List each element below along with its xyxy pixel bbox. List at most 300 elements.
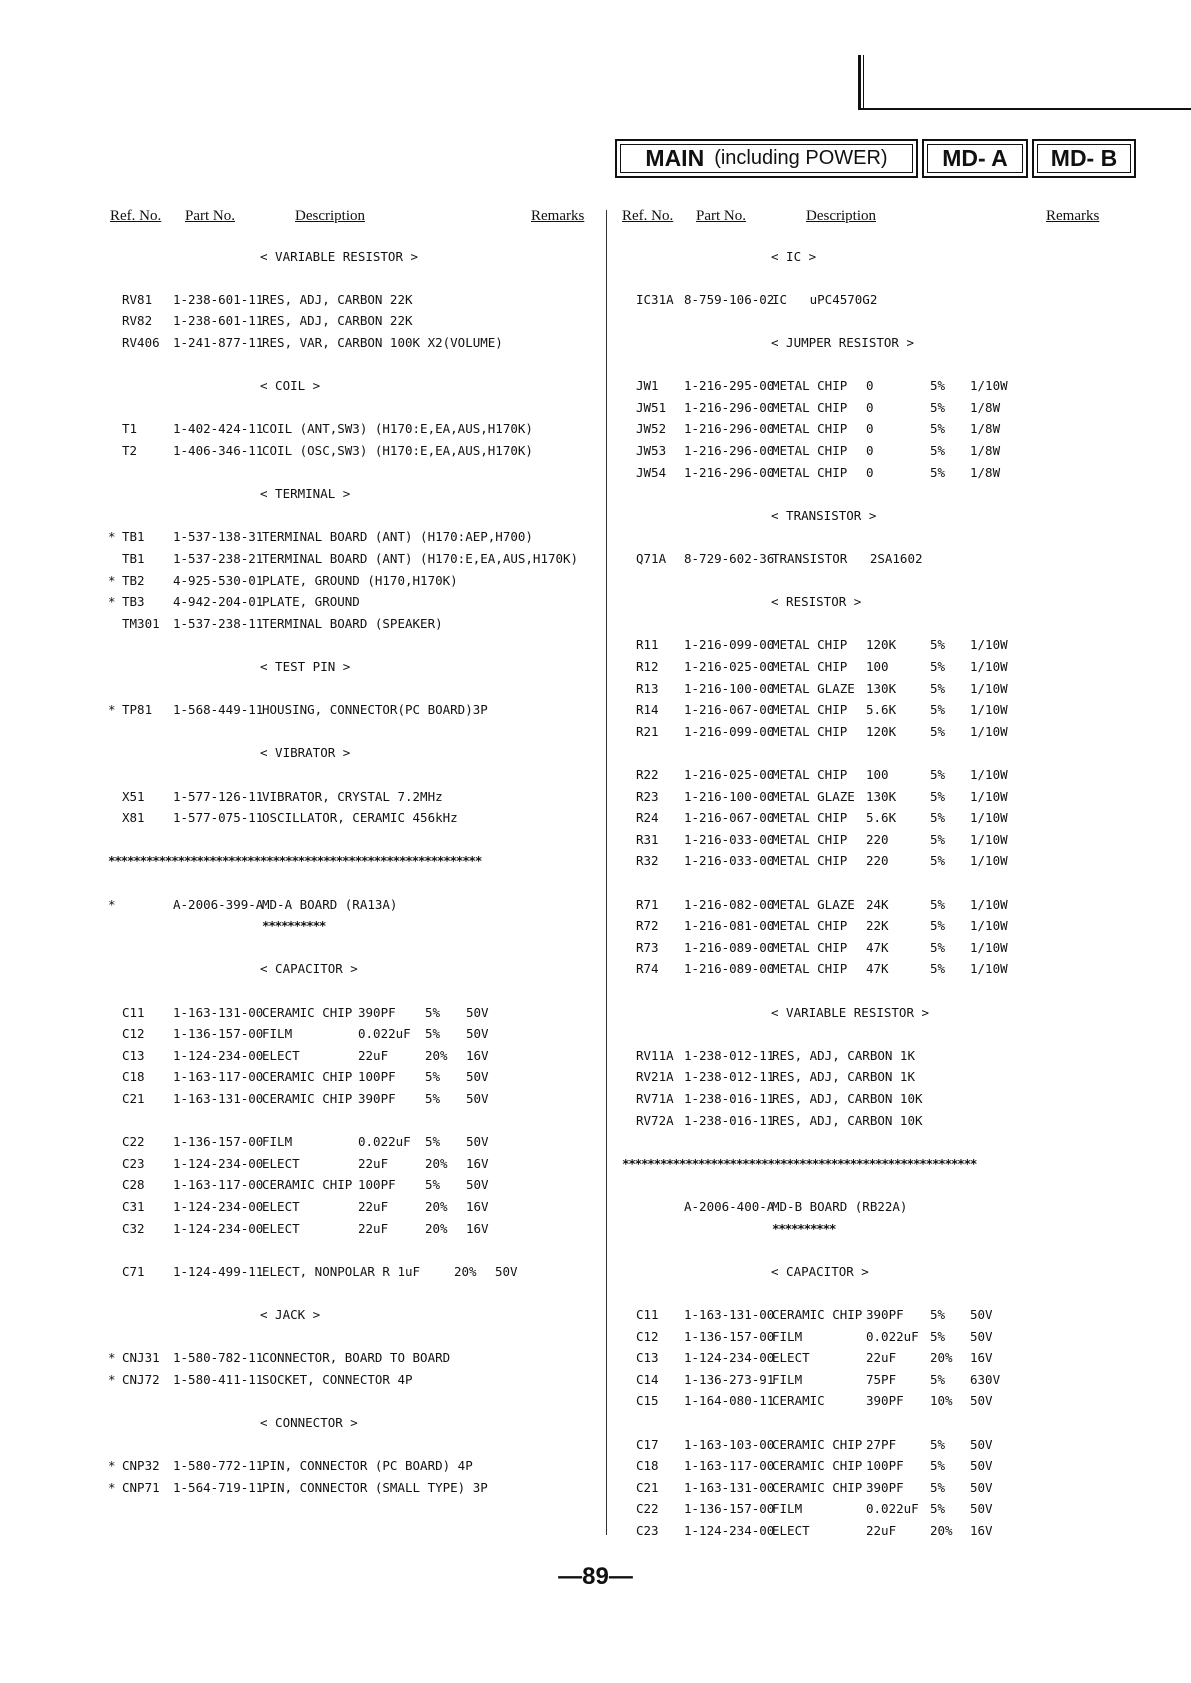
description: METAL CHIP — [772, 767, 848, 782]
mdb-board-header — [1032, 139, 1136, 178]
ref-no: C13 — [122, 1047, 145, 1063]
ref-no: Q71A — [636, 551, 667, 566]
part-no: 1-537-238-21 — [173, 551, 264, 566]
ref-no: T1 — [122, 421, 138, 437]
value: 390PF — [358, 1091, 396, 1106]
part-no: 1-163-131-00 — [173, 1004, 264, 1020]
rating: 1/10W — [970, 702, 1008, 718]
tolerance: 5% — [425, 1069, 441, 1085]
tolerance: 5% — [930, 1436, 946, 1452]
rating: 50V — [970, 1393, 993, 1409]
ref-no: R31 — [636, 831, 659, 847]
part-row — [0, 764, 1191, 786]
ref-no: CNJ31 — [122, 1350, 160, 1366]
part-no: 1-577-126-11 — [173, 788, 264, 804]
part-row — [0, 418, 1191, 440]
tolerance: 5% — [425, 1091, 441, 1106]
part-no: 1-216-067-00 — [684, 702, 775, 718]
ref-no: R14 — [636, 702, 659, 718]
ref-no: C28 — [122, 1177, 145, 1193]
part-no: 1-564-719-11 — [173, 1479, 264, 1495]
value: 100 — [866, 659, 889, 674]
rating: 1/10W — [970, 680, 1008, 696]
rating: 16V — [466, 1220, 489, 1236]
ref-no: R22 — [636, 767, 659, 782]
section-heading: < TRANSISTOR > — [771, 507, 877, 523]
rating: 50V — [466, 1026, 489, 1042]
description: METAL CHIP — [772, 464, 848, 480]
description: METAL CHIP — [772, 939, 848, 955]
ref-no: C17 — [636, 1436, 659, 1452]
rating: 16V — [970, 1523, 993, 1538]
description: METAL CHIP — [772, 961, 848, 977]
section-heading: < COIL > — [260, 378, 321, 394]
description: OSCILLATOR, CERAMIC 456kHz — [262, 810, 458, 826]
rating: 1/10W — [970, 788, 1008, 804]
part-row — [0, 894, 1191, 916]
part-no: 1-216-100-00 — [684, 680, 775, 696]
part-no: 1-216-099-00 — [684, 723, 775, 739]
part-no: 1-136-157-00 — [684, 1501, 775, 1517]
value: 0.022uF — [866, 1328, 919, 1344]
ref-no: C15 — [636, 1393, 659, 1409]
description: METAL CHIP — [772, 810, 848, 826]
value: 220 — [866, 853, 889, 869]
description: METAL CHIP — [772, 702, 848, 718]
value: 100 — [866, 767, 889, 782]
part-no: 1-216-033-00 — [684, 853, 775, 869]
main-title: MAIN — [645, 145, 705, 171]
value: 130K — [866, 680, 897, 696]
section-heading: < VARIABLE RESISTOR > — [771, 1004, 930, 1020]
part-row — [0, 634, 1191, 656]
part-no: 1-124-234-00 — [173, 1199, 264, 1214]
description: PIN, CONNECTOR (SMALL TYPE) 3P — [262, 1479, 488, 1495]
description: IC uPC4570G2 — [772, 291, 878, 307]
part-no: 1-216-296-00 — [684, 464, 775, 480]
part-row — [0, 850, 1191, 872]
part-no: 1-238-016-11 — [684, 1112, 775, 1128]
value: 130K — [866, 788, 897, 804]
value: 100PF — [866, 1458, 904, 1474]
mdb-title: MD- B — [1050, 145, 1118, 171]
value: 220 — [866, 831, 889, 847]
part-no: 1-216-100-00 — [684, 788, 775, 804]
tolerance: 20% — [425, 1199, 448, 1214]
description: ELECT — [262, 1047, 300, 1063]
changed-part-mark: * — [108, 702, 116, 718]
part-no: 1-580-782-11 — [173, 1350, 264, 1366]
description: PLATE, GROUND — [262, 594, 360, 610]
tolerance: 5% — [930, 1479, 946, 1495]
part-no: 8-759-106-02 — [684, 291, 775, 307]
description: METAL CHIP — [772, 723, 848, 739]
left-remarks-header: Remarks — [531, 208, 585, 224]
part-no: 1-238-012-11 — [684, 1069, 775, 1085]
ref-no: C22 — [122, 1134, 145, 1150]
part-row — [0, 829, 1191, 851]
part-row — [0, 915, 1191, 937]
description: RES, ADJ, CARBON 22K — [262, 313, 413, 329]
tolerance: 5% — [930, 1371, 946, 1387]
description: ELECT — [262, 1155, 300, 1171]
changed-part-mark: * — [108, 1458, 116, 1474]
value: 5.6K — [866, 810, 897, 826]
section-heading: < CAPACITOR > — [771, 1263, 869, 1279]
rating: 1/10W — [970, 810, 1008, 826]
section-heading: < TERMINAL > — [260, 486, 351, 502]
ref-no: C23 — [122, 1155, 145, 1171]
right-remarks-header: Remarks — [1046, 208, 1100, 224]
part-row — [0, 1347, 1191, 1369]
part-no: 1-580-411-11 — [173, 1371, 264, 1387]
separator-stars: ********** — [772, 1220, 836, 1236]
part-no: 1-136-273-91 — [684, 1371, 775, 1387]
part-row — [0, 570, 1191, 592]
right-ref-no-header: Ref. No. — [622, 208, 674, 224]
rating: 1/10W — [970, 637, 1008, 653]
description: METAL CHIP — [772, 853, 848, 869]
ref-no: TP81 — [122, 702, 153, 718]
description: RES, ADJ, CARBON 22K — [262, 291, 413, 307]
ref-no: IC31A — [636, 291, 674, 307]
part-no: 1-238-601-11 — [173, 291, 264, 307]
part-row — [0, 786, 1191, 808]
section-heading: < JUMPER RESISTOR > — [771, 335, 914, 350]
right-description-header: Description — [806, 208, 876, 224]
description: CERAMIC CHIP — [262, 1069, 353, 1085]
part-row — [0, 1174, 1191, 1196]
part-no: 1-163-117-00 — [684, 1458, 775, 1474]
rating: 1/10W — [970, 961, 1008, 977]
tolerance: 20% — [454, 1263, 477, 1279]
tolerance: 5% — [425, 1026, 441, 1042]
part-no: 1-163-131-00 — [684, 1307, 775, 1322]
rating: 1/8W — [970, 464, 1001, 480]
part-no: 1-216-296-00 — [684, 399, 775, 415]
value: 22uF — [358, 1199, 389, 1214]
value: 22uF — [866, 1523, 897, 1538]
part-row — [0, 440, 1191, 462]
rating: 50V — [970, 1307, 993, 1322]
value: 47K — [866, 961, 889, 977]
ref-no: C18 — [636, 1458, 659, 1474]
right-part-no-header: Part No. — [696, 208, 746, 224]
tolerance: 5% — [930, 464, 946, 480]
description: FILM — [262, 1134, 293, 1150]
part-no: 1-124-499-11 — [173, 1263, 264, 1279]
part-row — [0, 591, 1191, 613]
tolerance: 5% — [930, 788, 946, 804]
ref-no: RV72A — [636, 1112, 674, 1128]
rating: 1/8W — [970, 399, 1001, 415]
part-row — [0, 1045, 1191, 1067]
value: 0 — [866, 464, 874, 480]
part-no: 1-216-025-00 — [684, 659, 775, 674]
ref-no: C14 — [636, 1371, 659, 1387]
tolerance: 5% — [930, 831, 946, 847]
description: COIL (OSC,SW3) (H170:E,EA,AUS,H170K) — [262, 443, 533, 458]
part-no: 8-729-602-36 — [684, 551, 775, 566]
section-heading: < IC > — [771, 248, 817, 264]
tolerance: 20% — [930, 1350, 953, 1366]
value: 47K — [866, 939, 889, 955]
rating: 50V — [466, 1091, 489, 1106]
ref-no: R71 — [636, 896, 659, 912]
rating: 50V — [466, 1004, 489, 1020]
part-row — [0, 332, 1191, 354]
ref-no: C23 — [636, 1523, 659, 1538]
ref-no: X81 — [122, 810, 145, 826]
part-no: 1-124-234-00 — [684, 1523, 775, 1538]
ref-no: RV11A — [636, 1047, 674, 1063]
part-row — [0, 375, 1191, 397]
tolerance: 5% — [930, 767, 946, 782]
part-no: 4-925-530-01 — [173, 572, 264, 588]
description: ELECT, NONPOLAR R 1uF — [262, 1263, 421, 1279]
part-no: 1-216-082-00 — [684, 896, 775, 912]
part-no: 1-216-033-00 — [684, 831, 775, 847]
rating: 1/10W — [970, 918, 1008, 934]
ref-no: TM301 — [122, 615, 160, 631]
description: FILM — [772, 1501, 803, 1517]
description: RES, ADJ, CARBON 10K — [772, 1091, 923, 1106]
part-no: 1-568-449-11 — [173, 702, 264, 718]
part-row — [0, 1390, 1191, 1412]
part-row — [0, 958, 1191, 980]
value: 22uF — [358, 1155, 389, 1171]
ref-no: RV81 — [122, 291, 153, 307]
part-no: 1-577-075-11 — [173, 810, 264, 826]
ref-no: R11 — [636, 637, 659, 653]
changed-part-mark: * — [108, 529, 116, 545]
tolerance: 5% — [930, 421, 946, 437]
rating: 1/10W — [970, 378, 1008, 394]
part-no: 1-124-234-00 — [684, 1350, 775, 1366]
ref-no: TB1 — [122, 529, 145, 545]
part-no: 1-163-117-00 — [173, 1069, 264, 1085]
rating: 50V — [970, 1479, 993, 1495]
ref-no: R12 — [636, 659, 659, 674]
value: 0 — [866, 421, 874, 437]
description: PLATE, GROUND (H170,H170K) — [262, 572, 458, 588]
description: MD-A BOARD (RA13A) — [262, 896, 398, 912]
description: CERAMIC CHIP — [772, 1458, 863, 1474]
part-row — [0, 1196, 1191, 1218]
ref-no: TB1 — [122, 551, 145, 566]
description: CERAMIC CHIP — [772, 1307, 863, 1322]
rating: 50V — [466, 1177, 489, 1193]
tolerance: 20% — [425, 1220, 448, 1236]
changed-part-mark: * — [108, 1479, 116, 1495]
part-row — [0, 1066, 1191, 1088]
tolerance: 5% — [930, 1458, 946, 1474]
corner-mark-vertical-thin — [863, 55, 864, 110]
description: CERAMIC CHIP — [772, 1436, 863, 1452]
part-no: 1-241-877-11 — [173, 335, 264, 350]
description: RES, ADJ, CARBON 10K — [772, 1112, 923, 1128]
part-row — [0, 699, 1191, 721]
ref-no: C21 — [636, 1479, 659, 1495]
value: 120K — [866, 723, 897, 739]
part-no: 1-216-025-00 — [684, 767, 775, 782]
rating: 50V — [970, 1501, 993, 1517]
part-no: 1-406-346-11 — [173, 443, 264, 458]
tolerance: 5% — [930, 961, 946, 977]
part-no: 1-136-157-00 — [173, 1026, 264, 1042]
ref-no: R72 — [636, 918, 659, 934]
ref-no: JW52 — [636, 421, 667, 437]
part-row — [0, 721, 1191, 743]
description: ELECT — [262, 1220, 300, 1236]
tolerance: 5% — [930, 637, 946, 653]
rating: 1/10W — [970, 767, 1008, 782]
tolerance: 5% — [930, 1328, 946, 1344]
value: 100PF — [358, 1177, 396, 1193]
changed-part-mark: * — [108, 1371, 116, 1387]
tolerance: 20% — [425, 1155, 448, 1171]
part-no: 1-164-080-11 — [684, 1393, 775, 1409]
tolerance: 5% — [425, 1134, 441, 1150]
rating: 1/8W — [970, 421, 1001, 437]
description: METAL CHIP — [772, 421, 848, 437]
part-row — [0, 1153, 1191, 1175]
ref-no: C71 — [122, 1263, 145, 1279]
part-no: 1-238-601-11 — [173, 313, 264, 329]
ref-no: TB3 — [122, 594, 145, 610]
left-ref-no-header: Ref. No. — [110, 208, 162, 224]
part-no: 1-216-296-00 — [684, 443, 775, 458]
description: FILM — [262, 1026, 293, 1042]
description: CERAMIC CHIP — [772, 1479, 863, 1495]
tolerance: 5% — [930, 399, 946, 415]
part-no: 1-163-103-00 — [684, 1436, 775, 1452]
value: 27PF — [866, 1436, 897, 1452]
description: TERMINAL BOARD (SPEAKER) — [262, 615, 443, 631]
description: METAL GLAZE — [772, 680, 855, 696]
corner-mark-horizontal — [858, 108, 1191, 110]
part-no: 1-402-424-11 — [173, 421, 264, 437]
part-row — [0, 1002, 1191, 1024]
ref-no: RV71A — [636, 1091, 674, 1106]
rating: 1/10W — [970, 896, 1008, 912]
rating: 1/10W — [970, 939, 1008, 955]
ref-no: R23 — [636, 788, 659, 804]
description: METAL CHIP — [772, 378, 848, 394]
part-no: 1-216-067-00 — [684, 810, 775, 826]
value: 390PF — [866, 1307, 904, 1322]
description: METAL GLAZE — [772, 788, 855, 804]
ref-no: JW54 — [636, 464, 667, 480]
ref-no: C13 — [636, 1350, 659, 1366]
value: 390PF — [866, 1479, 904, 1495]
value: 22uF — [866, 1350, 897, 1366]
part-no: 1-216-089-00 — [684, 961, 775, 977]
tolerance: 20% — [425, 1047, 448, 1063]
section-heading: < CONNECTOR > — [260, 1415, 358, 1430]
value: 0.022uF — [358, 1134, 411, 1150]
part-no: A-2006-400-A — [684, 1199, 775, 1214]
ref-no: R24 — [636, 810, 659, 826]
separator-stars: ********** — [262, 918, 326, 934]
description: COIL (ANT,SW3) (H170:E,EA,AUS,H170K) — [262, 421, 533, 437]
ref-no: T2 — [122, 443, 138, 458]
part-row — [0, 1369, 1191, 1391]
value: 0 — [866, 399, 874, 415]
main-subtitle: (including POWER) — [714, 147, 888, 169]
part-no: 1-163-131-00 — [173, 1091, 264, 1106]
part-no: 1-136-157-00 — [684, 1328, 775, 1344]
part-no: 1-238-012-11 — [684, 1047, 775, 1063]
ref-no: RV21A — [636, 1069, 674, 1085]
part-row — [0, 1261, 1191, 1283]
rating: 1/10W — [970, 831, 1008, 847]
description: METAL CHIP — [772, 443, 848, 458]
mda-title: MD- A — [942, 145, 1008, 171]
part-no: 1-124-234-00 — [173, 1220, 264, 1236]
part-no: 1-216-081-00 — [684, 918, 775, 934]
part-row — [0, 1218, 1191, 1240]
ref-no: CNJ72 — [122, 1371, 160, 1387]
description: ELECT — [772, 1350, 810, 1366]
corner-mark-vertical — [858, 55, 861, 110]
section-heading: < TEST PIN > — [260, 659, 351, 674]
ref-no: RV82 — [122, 313, 153, 329]
part-no: 1-216-296-00 — [684, 421, 775, 437]
tolerance: 5% — [930, 1501, 946, 1517]
ref-no: C22 — [636, 1501, 659, 1517]
ref-no: TB2 — [122, 572, 145, 588]
part-no: 1-163-117-00 — [173, 1177, 264, 1193]
ref-no: C21 — [122, 1091, 145, 1106]
description: RES, ADJ, CARBON 1K — [772, 1069, 915, 1085]
ref-no: C32 — [122, 1220, 145, 1236]
changed-part-mark: * — [108, 896, 116, 912]
tolerance: 5% — [930, 702, 946, 718]
value: 0.022uF — [866, 1501, 919, 1517]
ref-no: C12 — [122, 1026, 145, 1042]
ref-no: RV406 — [122, 335, 160, 350]
part-row — [0, 526, 1191, 548]
part-row — [0, 1326, 1191, 1348]
part-row — [0, 1131, 1191, 1153]
left-part-no-header: Part No. — [185, 208, 235, 224]
tolerance: 5% — [425, 1004, 441, 1020]
part-row — [0, 613, 1191, 635]
part-row — [0, 937, 1191, 959]
ref-no: R73 — [636, 939, 659, 955]
part-row — [0, 289, 1191, 311]
part-row — [0, 310, 1191, 332]
changed-part-mark: * — [108, 1350, 116, 1366]
description: METAL CHIP — [772, 918, 848, 934]
part-row — [0, 1477, 1191, 1499]
description: PIN, CONNECTOR (PC BOARD) 4P — [262, 1458, 473, 1474]
tolerance: 5% — [930, 853, 946, 869]
part-no: 1-163-131-00 — [684, 1479, 775, 1495]
part-row — [0, 1434, 1191, 1456]
value: 22K — [866, 918, 889, 934]
description: TRANSISTOR 2SA1602 — [772, 551, 923, 566]
tolerance: 5% — [930, 810, 946, 826]
part-row — [0, 548, 1191, 570]
description: METAL CHIP — [772, 659, 848, 674]
tolerance: 5% — [930, 659, 946, 674]
description: MD-B BOARD (RB22A) — [772, 1199, 908, 1214]
part-row — [0, 1304, 1191, 1326]
value: 5.6K — [866, 702, 897, 718]
rating: 1/10W — [970, 659, 1008, 674]
